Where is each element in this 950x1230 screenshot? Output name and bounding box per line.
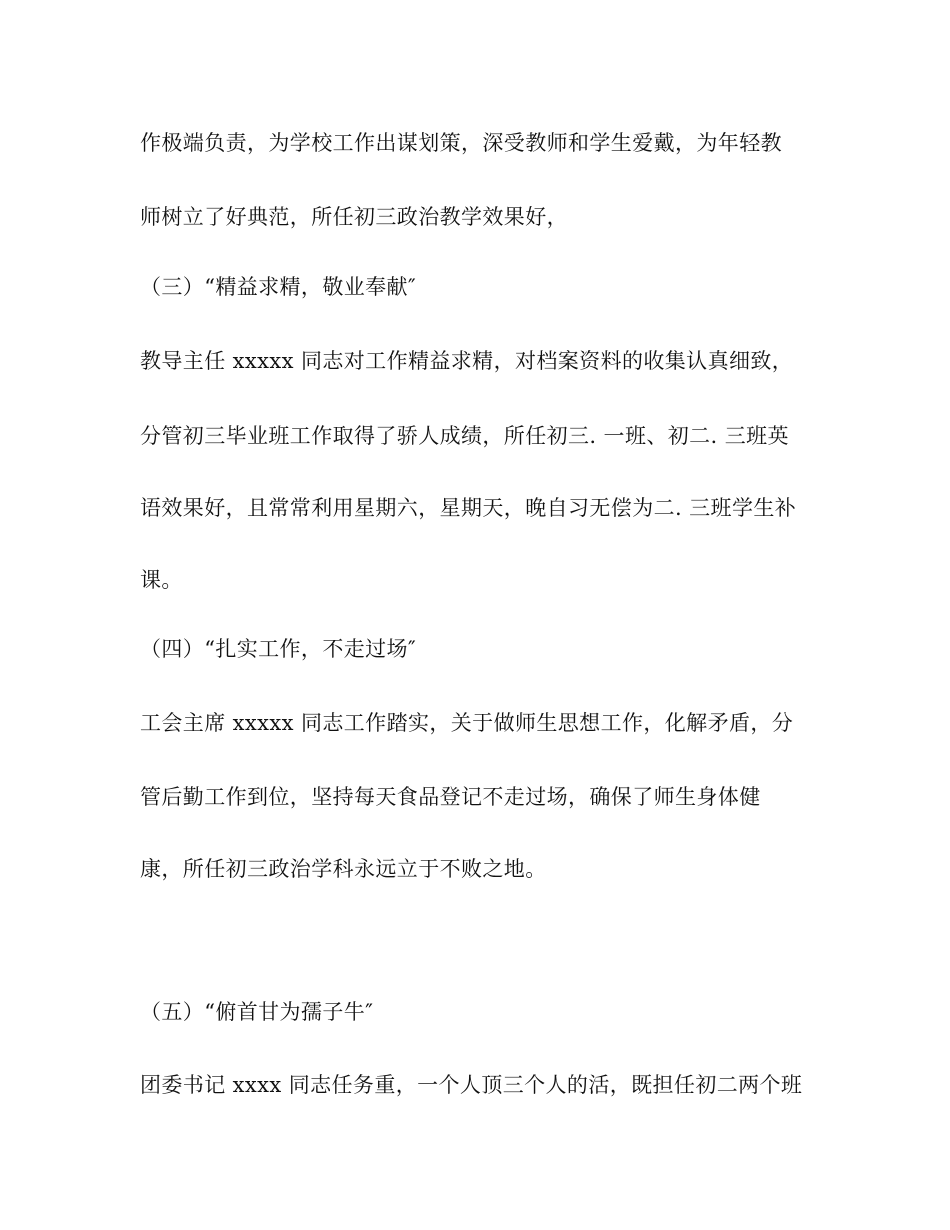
body-text-line: 教导主任 xxxxx 同志对工作精益求精，对档案资料的收集认真细致， (140, 349, 794, 373)
body-text-line: 语效果好，且常常利用星期六，星期天，晚自习无偿为二. 三班学生补 (140, 496, 797, 520)
body-text-line: 师树立了好典范，所任初三政治教学效果好， (140, 205, 568, 229)
body-text-line: 团委书记 xxxx 同志任务重，一个人顶三个人的活，既担任初二两个班 (140, 1073, 803, 1097)
section-heading-4: （四）“扎实工作，不走过场″ (140, 637, 417, 661)
section-heading-3: （三）“精益求精，敬业奉献″ (140, 275, 417, 299)
section-heading-5: （五）“俯首甘为孺子牛″ (140, 1000, 374, 1024)
body-text-line: 康，所任初三政治学科永远立于不败之地。 (140, 857, 547, 881)
body-text-line: 课。 (140, 568, 183, 592)
body-text-line: 作极端负责，为学校工作出谋划策，深受教师和学生爱戴，为年轻教 (140, 131, 782, 155)
body-text-line: 分管初三毕业班工作取得了骄人成绩，所任初三. 一班、初二. 三班英 (140, 424, 789, 448)
body-text-line: 管后勤工作到位，坚持每天食品登记不走过场，确保了师生身体健 (140, 785, 761, 809)
body-text-line: 工会主席 xxxxx 同志工作踏实，关于做师生思想工作，化解矛盾，分 (140, 711, 794, 735)
